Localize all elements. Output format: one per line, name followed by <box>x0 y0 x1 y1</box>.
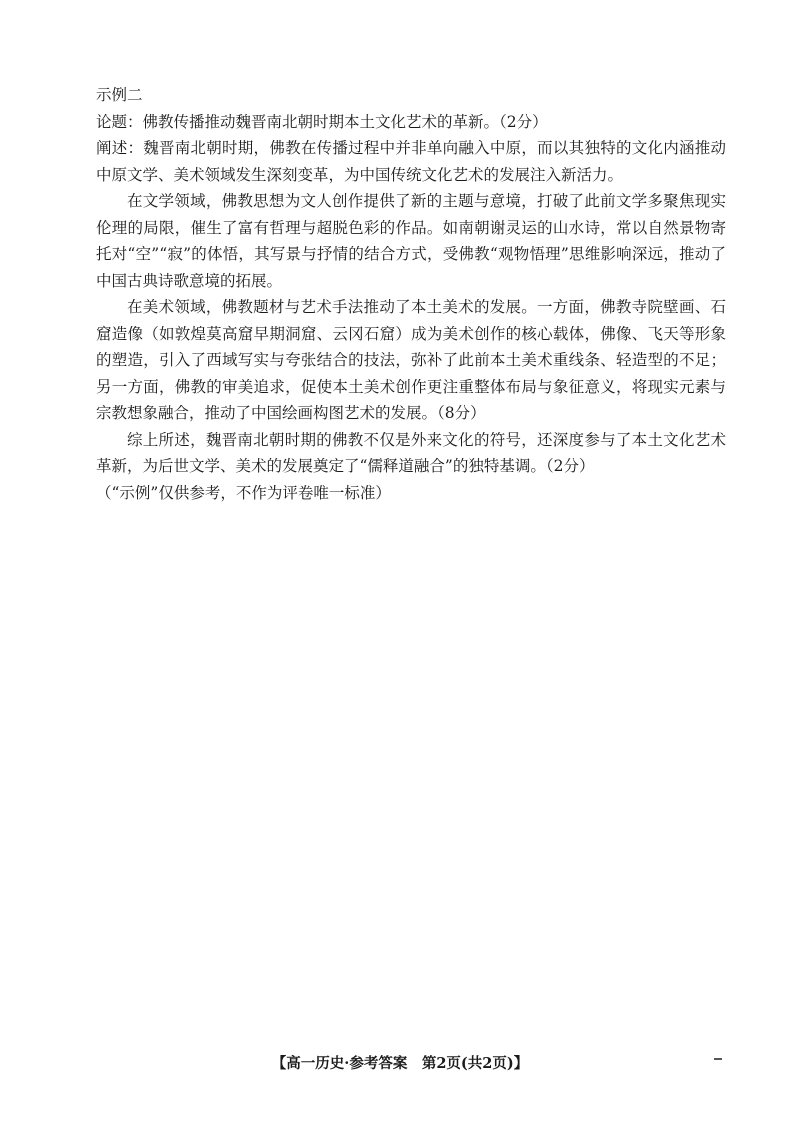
answer-content <box>96 82 726 506</box>
example-heading: 示例二 <box>96 86 143 104</box>
thesis-line: 论题：佛教传播推动魏晋南北朝时期本土文化艺术的革新。（2分） <box>96 112 548 131</box>
art-paragraph: 在美术领域，佛教题材与艺术手法推动了本土美术的发展。一方面，佛教寺院壁画、石窟造像（如敦煌莫高窟早期洞窟、云冈石窟）成为美术创作的核心载体，佛像、飞天等形象的塑造，引入了西域写实与夸张结合的技法，弥补了此前本土美术重线条、轻造型的不足；另一方面，佛教的审美追求，促使本土美术创作更注重整体布局与象征意义，将现实元素与宗教想象融合，推动了中国绘画构图艺术的发展。（8分） <box>96 298 726 422</box>
literature-paragraph: 在文学领域，佛教思想为文人创作提供了新的主题与意境，打破了此前文学多聚焦现实伦理的局限，催生了富有哲理与超脱色彩的作品。如南朝谢灵运的山水诗，常以自然景物寄托对“空”“寂”的体悟，其写景与抒情的结合方式，受佛教“观物悟理”思维影响深远，推动了中国古典诗歌意境的拓展。 <box>96 192 726 290</box>
reference-note: （“示例”仅供参考，不作为评卷唯一标准） <box>96 483 391 502</box>
conclusion-paragraph: 综上所述，魏晋南北朝时期的佛教不仅是外来文化的符号，还深度参与了本土文化艺术革新，为后世文学、美术的发展奠定了“儒释道融合”的独特基调。（2分） <box>96 430 726 475</box>
corner-mark <box>714 1058 722 1060</box>
page-footer: 【高一历史·参考答案 第2页(共2页)】 <box>271 1055 529 1072</box>
intro-paragraph: 阐述：魏晋南北朝时期，佛教在传播过程中并非单向融入中原，而以其独特的文化内涵推动中原文学、美术领域发生深刻变革，为中国传统文化艺术的发展注入新活力。 <box>96 139 726 184</box>
